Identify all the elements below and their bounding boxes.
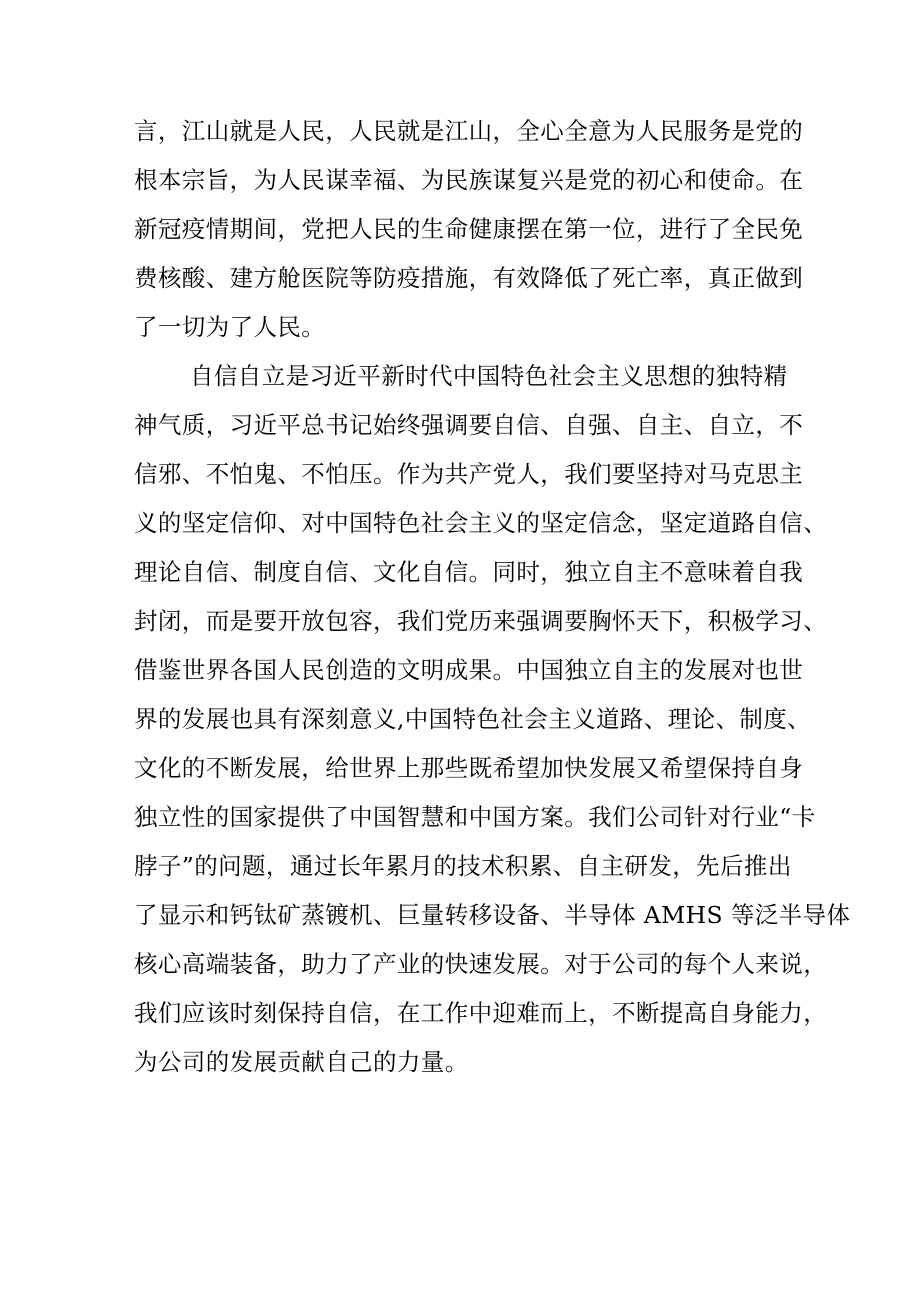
text-line: 为公司的发展贡献自己的力量。 [134,1048,469,1076]
text-line: 根本宗旨，为人民谋幸福、为民族谋复兴是党的初心和使命。在 [134,166,804,194]
paragraph-first-line: 自信自立是习近平新时代中国特色社会主义思想的独特精 [190,362,788,390]
text-line: 了显示和钙钛矿蒸镀机、巨量转移设备、半导体 AMHS 等泛半导体 [134,901,851,929]
text-line: 义的坚定信仰、对中国特色社会主义的坚定信念，坚定道路自信、 [134,509,828,537]
text-line: 脖子”的问题，通过长年累月的技术积累、自主研发，先后推出 [134,852,792,880]
text-line: 核心高端装备，助力了产业的快速发展。对于公司的每个人来说， [134,950,828,978]
text-line: 借鉴世界各国人民创造的文明成果。中国独立自主的发展对也世 [134,656,804,684]
text-line: 费核酸、建方舱医院等防疫措施，有效降低了死亡率，真正做到 [134,264,804,292]
text-line: 我们应该时刻保持自信，在工作中迎难而上，不断提高自身能力， [134,999,828,1027]
text-line: 信邪、不怕鬼、不怕压。作为共产党人，我们要坚持对马克思主 [134,460,804,488]
text-line: 理论自信、制度自信、文化自信。同时，独立自主不意味着自我 [134,558,804,586]
text-line: 神气质，习近平总书记始终强调要自信、自强、自主、自立，不 [134,411,804,439]
text-line: 言，江山就是人民，人民就是江山，全心全意为人民服务是党的 [134,117,804,145]
text-line: 新冠疫情期间，党把人民的生命健康摆在第一位，进行了全民免 [134,215,804,243]
text-line: 独立性的国家提供了中国智慧和中国方案。我们公司针对行业“卡 [134,803,816,831]
text-line: 界的发展也具有深刻意义,中国特色社会主义道路、理论、制度、 [134,705,812,733]
text-line: 了一切为了人民。 [134,313,326,341]
text-line: 封闭，而是要开放包容，我们党历来强调要胸怀天下，积极学习、 [134,607,828,635]
text-line: 文化的不断发展，给世界上那些既希望加快发展又希望保持自身 [134,754,804,782]
